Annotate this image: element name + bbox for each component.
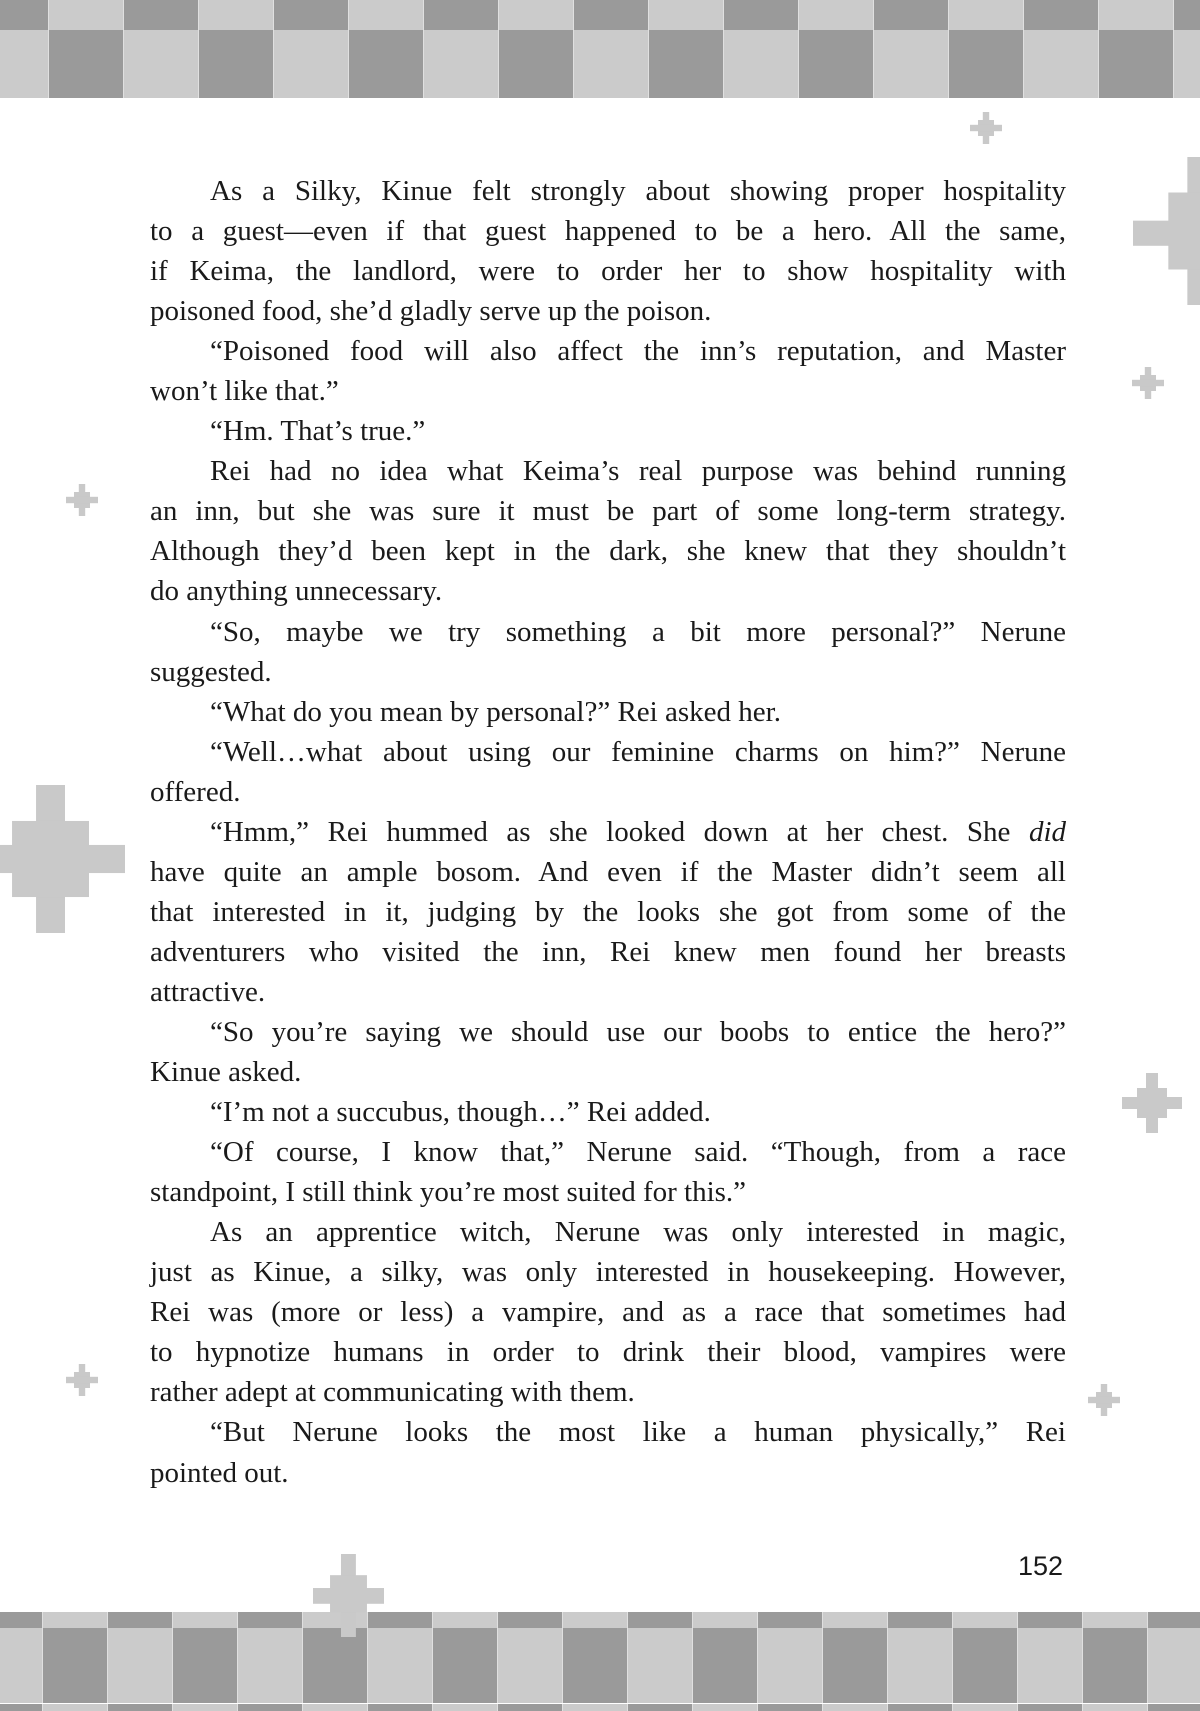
text-line: “So you’re saying we should use our boobs to entice the hero?” [210,1015,1066,1048]
paragraph [150,692,1066,732]
sparkle-cross-icon [1088,1384,1120,1416]
paragraph [150,1092,1066,1132]
text-line: “I’m not a succubus, though…” Rei added. [210,1096,711,1129]
text-line [150,812,1066,852]
paragraph [150,1412,1066,1492]
sparkle-cross-icon [66,484,98,516]
text-line: “Hm. That’s true.” [210,415,426,448]
paragraph [150,1132,1066,1212]
text-line: “So, maybe we try something a bit more personal?” Nerune [210,615,1066,648]
paragraph [150,812,1066,1012]
bottom-checker-border-row-3 [0,1704,1200,1711]
text-line: attractive. [150,975,266,1008]
text-line: that interested in it, judging by the looks she got from some of the [150,895,1066,928]
italic-text: did [1028,815,1066,848]
text-line: suggested. [150,655,272,688]
text-line: Kinue asked. [150,1056,302,1089]
sparkle-cross-icon [1132,367,1164,399]
text-segment: “Hmm,” Rei hummed as she looked down at her chest. She [210,815,1029,848]
sparkle-cross-icon [970,112,1002,144]
text-line: “Well…what about using our feminine charms on him?” Nerune [210,735,1066,768]
text-line: As an apprentice witch, Nerune was only interested in magic, [210,1216,1066,1249]
text-line: poisoned food, she’d gladly serve up the poison. [150,295,712,328]
text-line: rather adept at communicating with them. [150,1376,635,1409]
text-line: Rei had no idea what Keima’s real purpose was behind running [210,455,1066,488]
text-line: offered. [150,775,241,808]
text-line: Although they’d been kept in the dark, she knew that they shouldn’t [150,535,1066,568]
sparkle-cross-icon [0,785,125,933]
text-line: just as Kinue, a silky, was only interested in housekeeping. However, [150,1256,1066,1289]
bottom-checker-border-row-1 [0,1612,1200,1628]
text-line: pointed out. [150,1456,289,1489]
paragraph [150,171,1066,331]
text-line: to hypnotize humans in order to drink their blood, vampires were [150,1336,1066,1369]
text-line: Rei was (more or less) a vampire, and as a race that sometimes had [150,1296,1066,1329]
paragraph [150,411,1066,451]
sparkle-cross-icon [313,1554,384,1637]
text-line: “What do you mean by personal?” Rei asked her. [210,695,781,728]
top-checker-border-row-1 [0,0,1200,30]
body-text [150,171,1066,1493]
text-line: standpoint, I still think you’re most suited for this.” [150,1176,747,1209]
sparkle-cross-icon [1133,157,1200,305]
paragraph [150,612,1066,692]
text-line: “Poisoned food will also affect the inn’s reputation, and Master [210,335,1066,368]
paragraph [150,1212,1066,1412]
sparkle-cross-icon [66,1364,98,1396]
sparkle-cross-icon [1122,1073,1182,1133]
text-line: to a guest—even if that guest happened to be a hero. All the same, [150,215,1066,248]
text-line: “But Nerune looks the most like a human physically,” Rei [210,1416,1066,1449]
text-line: adventurers who visited the inn, Rei knew men found her breasts [150,935,1066,968]
paragraph [150,1012,1066,1092]
text-line: won’t like that.” [150,375,339,408]
page-number: 152 [1017,1551,1063,1581]
top-checker-border-row-2 [0,30,1200,98]
paragraph [150,451,1066,611]
text-line: As a Silky, Kinue felt strongly about showing proper hospitality [210,175,1066,207]
paragraph [150,732,1066,812]
paragraph [150,331,1066,411]
text-line: do anything unnecessary. [150,575,443,608]
bottom-checker-border-row-2 [0,1628,1200,1703]
text-line: if Keima, the landlord, were to order her to show hospitality with [150,255,1066,288]
text-line: have quite an ample bosom. And even if the Master didn’t seem all [150,855,1066,888]
text-line: an inn, but she was sure it must be part of some long-term strategy. [150,495,1066,528]
text-line: “Of course, I know that,” Nerune said. “Though, from a race [210,1136,1066,1169]
